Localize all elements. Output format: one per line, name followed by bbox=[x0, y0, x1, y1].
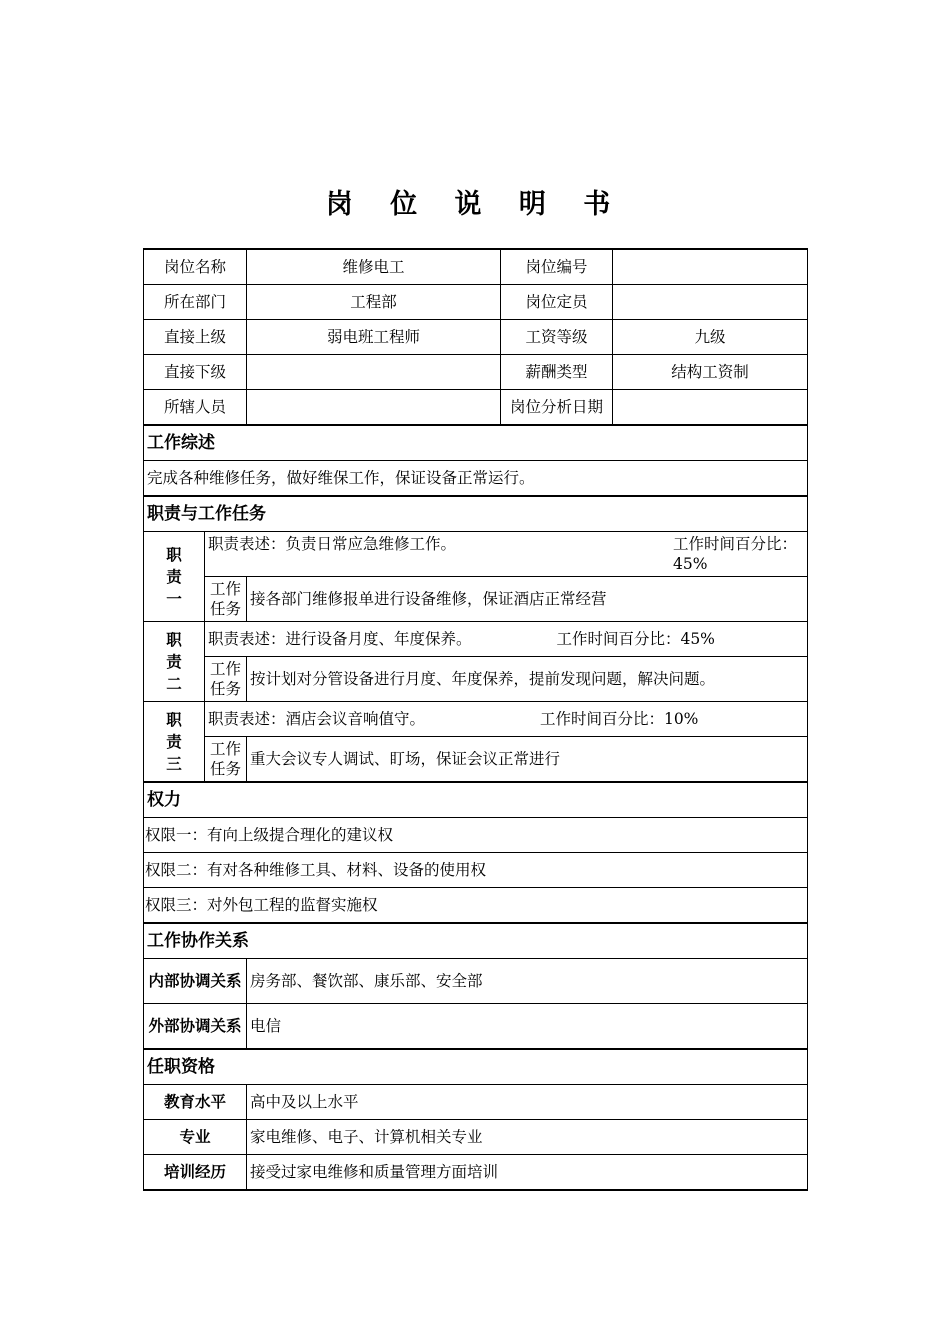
task-text: 重大会议专人调试、盯场，保证会议正常进行 bbox=[247, 737, 808, 783]
label-subordinate: 直接下级 bbox=[144, 355, 247, 390]
row-dept bbox=[144, 285, 808, 320]
value-training: 接受过家电维修和质量管理方面培训 bbox=[247, 1155, 808, 1191]
section-heading: 职责与工作任务 bbox=[144, 496, 808, 532]
authority-item: 权限一：有向上级提合理化的建议权 bbox=[144, 818, 808, 853]
value-position-name: 维修电工 bbox=[247, 249, 501, 285]
summary-text: 完成各种维修任务，做好维保工作，保证设备正常运行。 bbox=[144, 461, 808, 497]
duty-desc-row bbox=[144, 622, 808, 657]
duty-desc-text: 职责表述：进行设备月度、年度保养。 bbox=[208, 630, 472, 648]
job-description-table bbox=[143, 248, 808, 1191]
row-superior bbox=[144, 320, 808, 355]
duty-desc-text: 职责表述：负责日常应急维修工作。 bbox=[208, 535, 457, 553]
value-education: 高中及以上水平 bbox=[247, 1085, 808, 1120]
label-position-name: 岗位名称 bbox=[144, 249, 247, 285]
authority-item: 权限三：对外包工程的监督实施权 bbox=[144, 888, 808, 924]
duty-desc bbox=[205, 622, 808, 657]
value-pay-type: 结构工资制 bbox=[613, 355, 808, 390]
value-position-code bbox=[613, 249, 808, 285]
row-summary bbox=[144, 461, 808, 497]
duty-desc bbox=[205, 702, 808, 737]
label-managed: 所辖人员 bbox=[144, 390, 247, 426]
qualification-training-row bbox=[144, 1155, 808, 1191]
value-quota bbox=[613, 285, 808, 320]
label-position-code: 岗位编号 bbox=[501, 249, 613, 285]
section-heading: 任职资格 bbox=[144, 1049, 808, 1085]
label-external-relations: 外部协调关系 bbox=[144, 1004, 247, 1050]
value-grade: 九级 bbox=[613, 320, 808, 355]
task-label: 工作任务 bbox=[205, 657, 247, 702]
page-title: 岗 位 说 明 书 bbox=[325, 189, 625, 220]
row-managed bbox=[144, 390, 808, 426]
qualification-major-row bbox=[144, 1120, 808, 1155]
task-label: 工作任务 bbox=[205, 577, 247, 622]
section-qualifications bbox=[144, 1049, 808, 1085]
section-relations bbox=[144, 923, 808, 959]
duty-pct: 工作时间百分比：45% bbox=[556, 630, 715, 648]
label-internal-relations: 内部协调关系 bbox=[144, 959, 247, 1004]
label-pay-type: 薪酬类型 bbox=[501, 355, 613, 390]
duty-label: 职责二 bbox=[144, 622, 205, 702]
label-major: 专业 bbox=[144, 1120, 247, 1155]
duty-pct: 工作时间百分比：10% bbox=[539, 710, 699, 728]
duty-desc-row bbox=[144, 532, 808, 577]
authority-row bbox=[144, 888, 808, 924]
duty-task-row bbox=[144, 657, 808, 702]
duty-desc-row bbox=[144, 702, 808, 737]
label-training: 培训经历 bbox=[144, 1155, 247, 1191]
value-managed bbox=[247, 390, 501, 426]
duty-task-row bbox=[144, 577, 808, 622]
value-external-relations: 电信 bbox=[247, 1004, 808, 1050]
relation-external-row bbox=[144, 1004, 808, 1050]
value-subordinate bbox=[247, 355, 501, 390]
qualification-edu-row bbox=[144, 1085, 808, 1120]
value-major: 家电维修、电子、计算机相关专业 bbox=[247, 1120, 808, 1155]
duty-desc-text: 职责表述：酒店会议音响值守。 bbox=[208, 710, 426, 728]
duty-pct: 工作时间百分比：45% bbox=[673, 535, 798, 573]
value-department: 工程部 bbox=[247, 285, 501, 320]
duty-label: 职责一 bbox=[144, 532, 205, 622]
authority-item: 权限二：有对各种维修工具、材料、设备的使用权 bbox=[144, 853, 808, 888]
section-heading: 权力 bbox=[144, 782, 808, 818]
row-name bbox=[144, 249, 808, 285]
task-text: 接各部门维修报单进行设备维修，保证酒店正常经营 bbox=[247, 577, 808, 622]
duty-task-row bbox=[144, 737, 808, 783]
label-analysis-date: 岗位分析日期 bbox=[501, 390, 613, 426]
label-superior: 直接上级 bbox=[144, 320, 247, 355]
authority-row bbox=[144, 818, 808, 853]
label-grade: 工资等级 bbox=[501, 320, 613, 355]
row-subordinate bbox=[144, 355, 808, 390]
section-authority bbox=[144, 782, 808, 818]
task-text: 按计划对分管设备进行月度、年度保养，提前发现问题，解决问题。 bbox=[247, 657, 808, 702]
section-heading: 工作综述 bbox=[144, 425, 808, 461]
duty-label: 职责三 bbox=[144, 702, 205, 783]
duty-desc bbox=[205, 532, 808, 577]
label-education: 教育水平 bbox=[144, 1085, 247, 1120]
label-quota: 岗位定员 bbox=[501, 285, 613, 320]
value-internal-relations: 房务部、餐饮部、康乐部、安全部 bbox=[247, 959, 808, 1004]
task-label: 工作任务 bbox=[205, 737, 247, 783]
section-duties bbox=[144, 496, 808, 532]
authority-row bbox=[144, 853, 808, 888]
label-department: 所在部门 bbox=[144, 285, 247, 320]
value-analysis-date bbox=[613, 390, 808, 426]
section-heading: 工作协作关系 bbox=[144, 923, 808, 959]
section-summary bbox=[144, 425, 808, 461]
relation-internal-row bbox=[144, 959, 808, 1004]
value-superior: 弱电班工程师 bbox=[247, 320, 501, 355]
